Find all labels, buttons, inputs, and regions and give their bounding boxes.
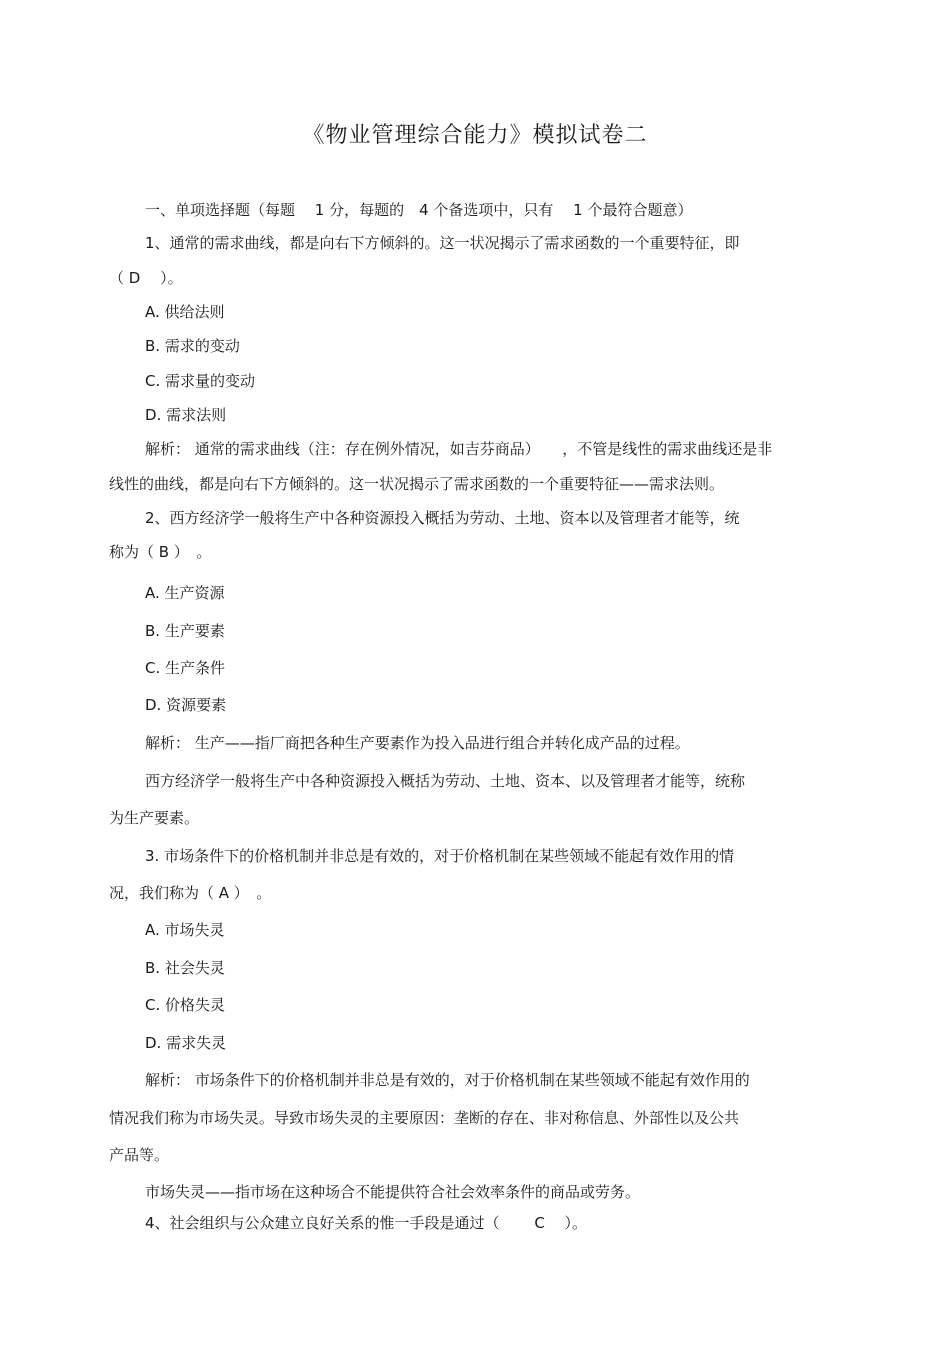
page-title: 《物业管理综合能力》模拟试卷二 <box>302 123 648 148</box>
q3-option-c: C. 价格失灵 <box>145 996 226 1014</box>
q2-explanation-cont: 为生产要素。 <box>109 809 200 827</box>
q1-explanation-cont: 线性的曲线，都是向右下方倾斜的。这一状况揭示了需求函数的一个重要特征——需求法则。 <box>109 475 725 493</box>
q2-explanation: 解析： 生产——指厂商把各种生产要素作为投入品进行组合并转化成产品的过程。 <box>145 734 690 752</box>
q2-option-d: D. 资源要素 <box>145 696 227 714</box>
section-heading: 一、单项选择题（每题 1 分，每题的 4 个备选项中，只有 1 个最符合题意） <box>145 201 693 219</box>
q3-option-b: B. 社会失灵 <box>145 959 225 977</box>
question-2-answer: 称为（ B ） 。 <box>109 543 212 561</box>
q1-option-b: B. 需求的变动 <box>145 337 240 355</box>
q2-option-b: B. 生产要素 <box>145 622 225 640</box>
question-3-answer: 况，我们称为（ A ） 。 <box>109 884 272 902</box>
question-2: 2、西方经济学一般将生产中各种资源投入概括为劳动、土地、资本以及管理者才能等，统 <box>145 509 740 527</box>
q3-explanation-cont-2: 产品等。 <box>109 1146 170 1164</box>
question-3: 3. 市场条件下的价格机制并非总是有效的，对于价格机制在某些领域不能起有效作用的情 <box>145 847 735 865</box>
q2-option-a: A. 生产资源 <box>145 584 225 602</box>
question-1-answer: （ D ）。 <box>109 269 183 287</box>
q2-explanation-2: 西方经济学一般将生产中各种资源投入概括为劳动、土地、资本、以及管理者才能等，统称 <box>145 772 746 790</box>
q1-option-a: A. 供给法则 <box>145 303 225 321</box>
question-4: 4、社会组织与公众建立良好关系的惟一手段是通过（ C ）。 <box>145 1214 588 1232</box>
q1-option-c: C. 需求量的变动 <box>145 372 256 390</box>
q3-definition: 市场失灵——指市场在这种场合不能提供符合社会效率条件的商品或劳务。 <box>145 1183 641 1201</box>
q1-option-d: D. 需求法则 <box>145 406 227 424</box>
q3-explanation: 解析： 市场条件下的价格机制并非总是有效的，对于价格机制在某些领域不能起有效作用的 <box>145 1071 750 1089</box>
q2-option-c: C. 生产条件 <box>145 659 226 677</box>
q1-explanation: 解析： 通常的需求曲线（注：存在例外情况，如吉芬商品） ，不管是线性的需求曲线还是非 <box>145 440 773 458</box>
q3-explanation-cont: 情况我们称为市场失灵。导致市场失灵的主要原因：垄断的存在、非对称信息、外部性以及公共 <box>109 1109 740 1127</box>
q3-option-d: D. 需求失灵 <box>145 1034 227 1052</box>
question-1: 1、通常的需求曲线，都是向右下方倾斜的。这一状况揭示了需求函数的一个重要特征，即 <box>145 234 740 252</box>
q3-option-a: A. 市场失灵 <box>145 921 225 939</box>
